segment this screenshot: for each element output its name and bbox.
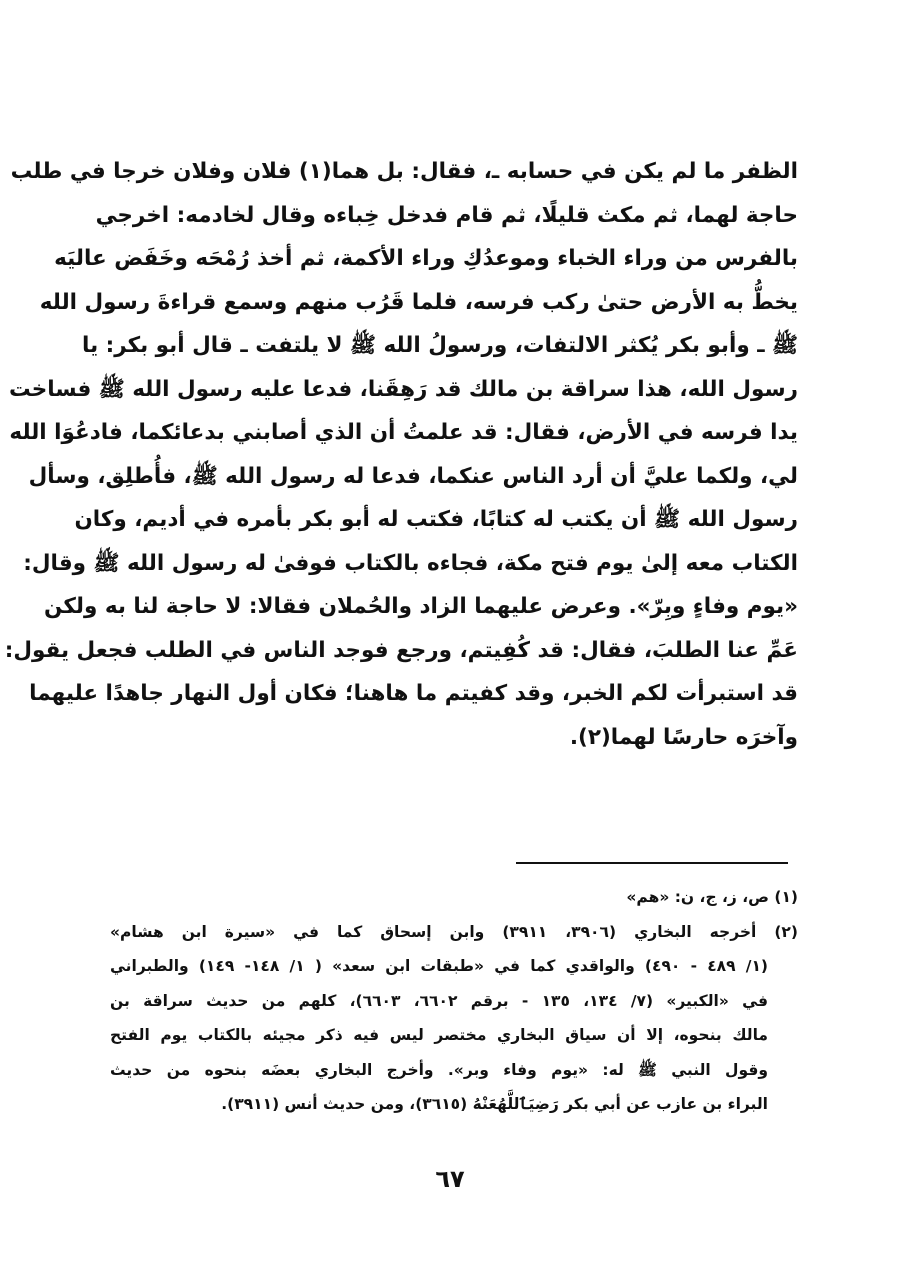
text-line: يدا فرسه في الأرض، فقال: قد علمتُ أن الذي أصابني بدعائكما، فادعُوَا الله xyxy=(9,420,798,445)
text-line: يخطُّ به الأرض حتىٰ ركب فرسه، فلما قَرُب منهم وسمع قراءةَ رسول الله xyxy=(39,289,798,315)
text-line: بالفرس من وراء الخباء وموعدُكِ وراء الأكمة، ثم أخذ رُمْحَه وخَفَض عاليَه xyxy=(54,246,798,271)
footnote-2-line: مالك بنحوه، إلا أن سياق البخاري مختصر ليس فيه ذكر مجيئه بالكتاب يوم الفتح xyxy=(110,1026,768,1044)
footnote-2-line: (١/ ٤٨٩ - ٤٩٠) والواقدي كما في «طبقات ابن سعد» ( ١/ ١٤٨- ١٤٩) والطبراني xyxy=(110,957,769,975)
text-line: لي، ولكما عليَّ أن أرد الناس عنكما، فدعا له رسول الله ﷺ، فأُطلِق، وسأل xyxy=(28,463,798,489)
footnote-2-line: البراء بن عازب عن أبي بكر رَضِيَٱللَّهُعَنْهُ (٣٦١٥)، ومن حديث أنس (٣٩١١). xyxy=(221,1095,768,1113)
main-text-body xyxy=(4,150,798,759)
footnotes xyxy=(110,880,798,1122)
footnote-2-line: في «الكبير» (٧/ ١٣٤، ١٣٥ - برقم ٦٦٠٢، ٦٦٠٣)، كلهم من حديث سراقة بن xyxy=(110,991,768,1010)
text-line: قد استبرأت لكم الخبر، وقد كفيتم ما هاهنا؛ فكان أول النهار جاهدًا عليهما xyxy=(29,681,798,706)
text-line: عَمِّ عنا الطلبَ، فقال: قد كُفِيتم، ورجع فوجد الناس في الطلب فجعل يقول: xyxy=(4,637,798,663)
text-line: «يوم وفاءٍ وبِرّ». وعرض عليهما الزاد والحُملان فقالا: لا حاجة لنا به ولكن xyxy=(44,594,798,619)
footnote-2-line: وقول النبي ﷺ له: «يوم وفاء وبر». وأخرج البخاري بعضَه بنحوه من حديث xyxy=(110,1060,768,1079)
footnote-1: (١) ص، ز، ج، ن: «هم» xyxy=(626,888,798,906)
text-line: الكتاب معه إلىٰ يوم فتح مكة، فجاءه بالكتاب فوفىٰ له رسول الله ﷺ وقال: xyxy=(23,550,798,576)
text-line: الظفر ما لم يكن في حسابه ـ، فقال: بل هما(١) فلان وفلان خرجا في طلب xyxy=(10,159,798,184)
footnote-2-line: (٢) أخرجه البخاري (٣٩٠٦، ٣٩١١) وابن إسحاق كما في «سيرة ابن هشام» xyxy=(110,922,798,941)
text-line: رسول الله، هذا سراقة بن مالك قد رَهِقَنا، فدعا عليه رسول الله ﷺ فساخت xyxy=(9,376,798,402)
text-line: وآخرَه حارسًا لهما(٢). xyxy=(569,724,798,750)
text-line: حاجة لهما، ثم مكث قليلًا، ثم قام فدخل خِباءه وقال لخادمه: اخرجي xyxy=(95,202,798,228)
text-line: رسول الله ﷺ أن يكتب له كتابًا، فكتب له أبو بكر بأمره في أديم، وكان xyxy=(74,507,798,532)
text-line: ﷺ ـ وأبو بكر يُكثر الالتفات، ورسولُ الله ﷺ لا يلتفت ـ قال أبو بكر: يا xyxy=(82,333,798,358)
page-number: ٦٧ xyxy=(435,1165,465,1193)
footnote-divider xyxy=(516,862,788,864)
